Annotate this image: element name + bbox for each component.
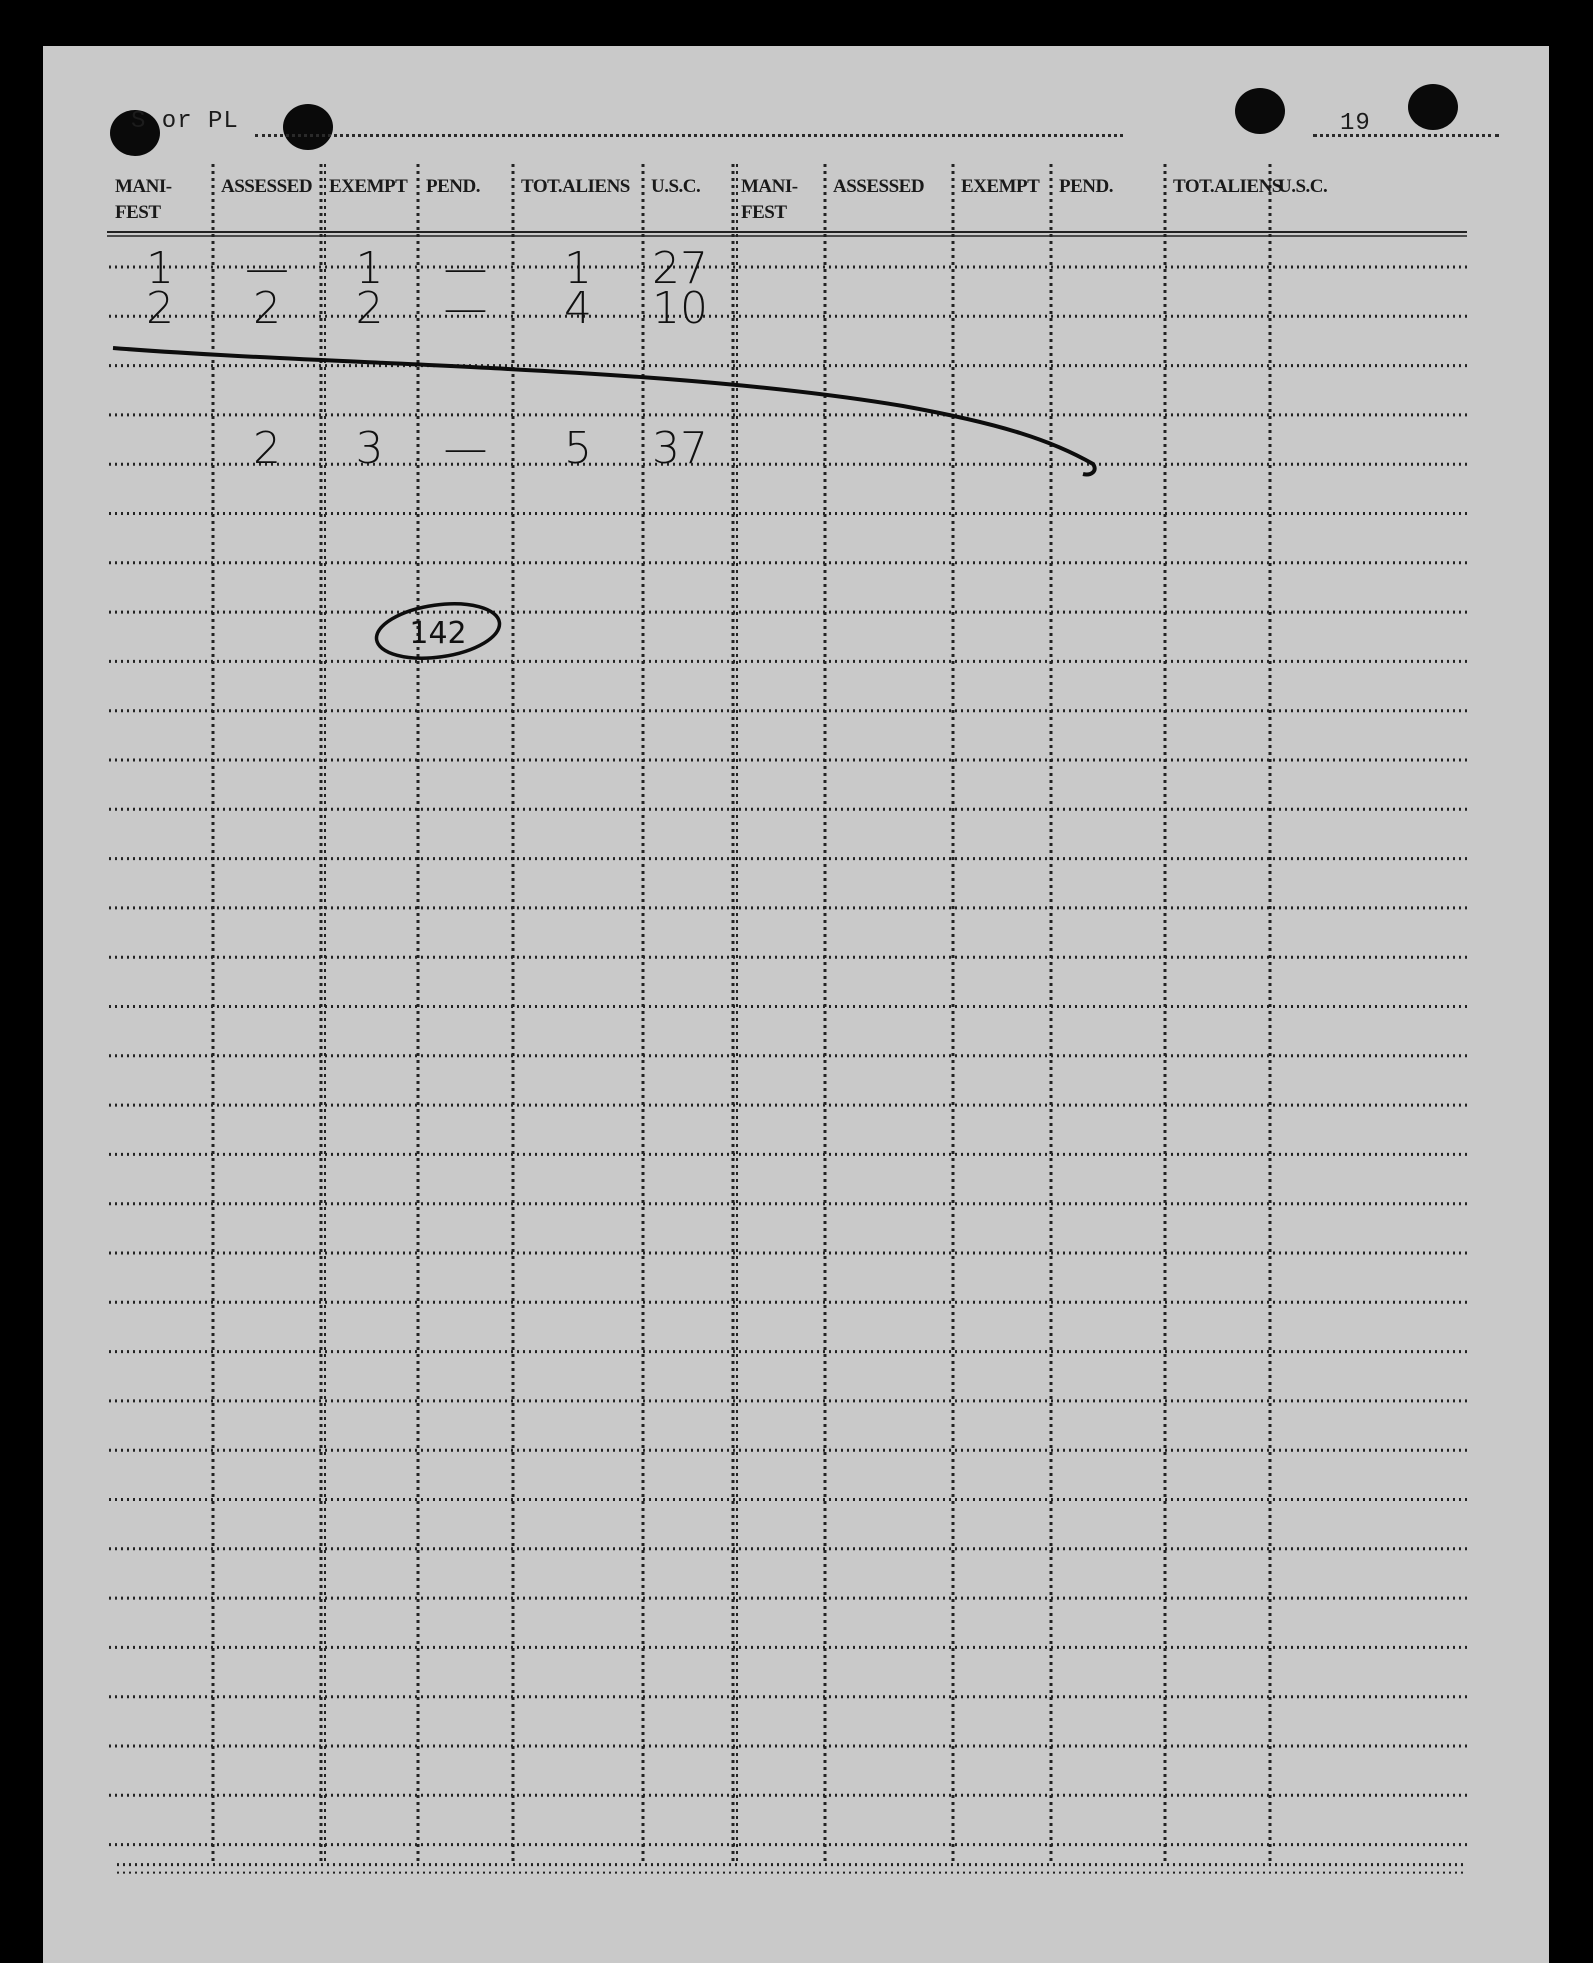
table-cell: 2 bbox=[355, 283, 384, 334]
table-cell: 1 bbox=[146, 243, 174, 294]
column-header: ASSESSED bbox=[221, 176, 313, 197]
table-cell: 5 bbox=[564, 423, 592, 474]
table-cell: 4 bbox=[564, 283, 592, 334]
table-cell: 2 bbox=[253, 283, 281, 334]
year-label: 19 bbox=[1340, 110, 1371, 137]
column-header: PEND. bbox=[1059, 176, 1113, 197]
punch-hole-left-2 bbox=[283, 104, 333, 150]
column-header: U.S.C. bbox=[651, 176, 701, 197]
column-header: U.S.C. bbox=[1278, 176, 1328, 197]
document-sheet bbox=[43, 46, 1549, 1963]
port-label: S or PL bbox=[131, 108, 239, 135]
table-cell: 27 bbox=[652, 243, 708, 294]
port-line bbox=[255, 134, 1123, 137]
column-header: PEND. bbox=[426, 176, 480, 197]
column-header: EXEMPT bbox=[961, 176, 1040, 197]
table-cell: 3 bbox=[355, 423, 384, 474]
punch-hole-right-2 bbox=[1408, 84, 1458, 130]
column-header: ASSESSED bbox=[833, 176, 925, 197]
table-cell: 1 bbox=[355, 243, 384, 294]
column-header: EXEMPT bbox=[329, 176, 408, 197]
column-header: TOT.ALIENS bbox=[521, 176, 630, 197]
table-cell: 37 bbox=[652, 423, 708, 474]
circled-number: 142 bbox=[409, 616, 467, 651]
table-cell: 1 bbox=[564, 243, 592, 294]
column-header: MANI- FEST bbox=[741, 176, 798, 223]
table-cell: 2 bbox=[253, 423, 281, 474]
column-header: TOT.ALIENS bbox=[1173, 176, 1282, 197]
table-cell: 2 bbox=[146, 283, 174, 334]
punch-hole-right bbox=[1235, 88, 1285, 134]
table-cell: — bbox=[443, 283, 488, 334]
table-cell: — bbox=[245, 243, 289, 294]
column-header: MANI- FEST bbox=[115, 176, 172, 223]
table-cell: — bbox=[443, 243, 488, 294]
table-cell: — bbox=[443, 423, 488, 474]
year-line bbox=[1313, 134, 1499, 137]
table-cell: 10 bbox=[652, 283, 708, 334]
